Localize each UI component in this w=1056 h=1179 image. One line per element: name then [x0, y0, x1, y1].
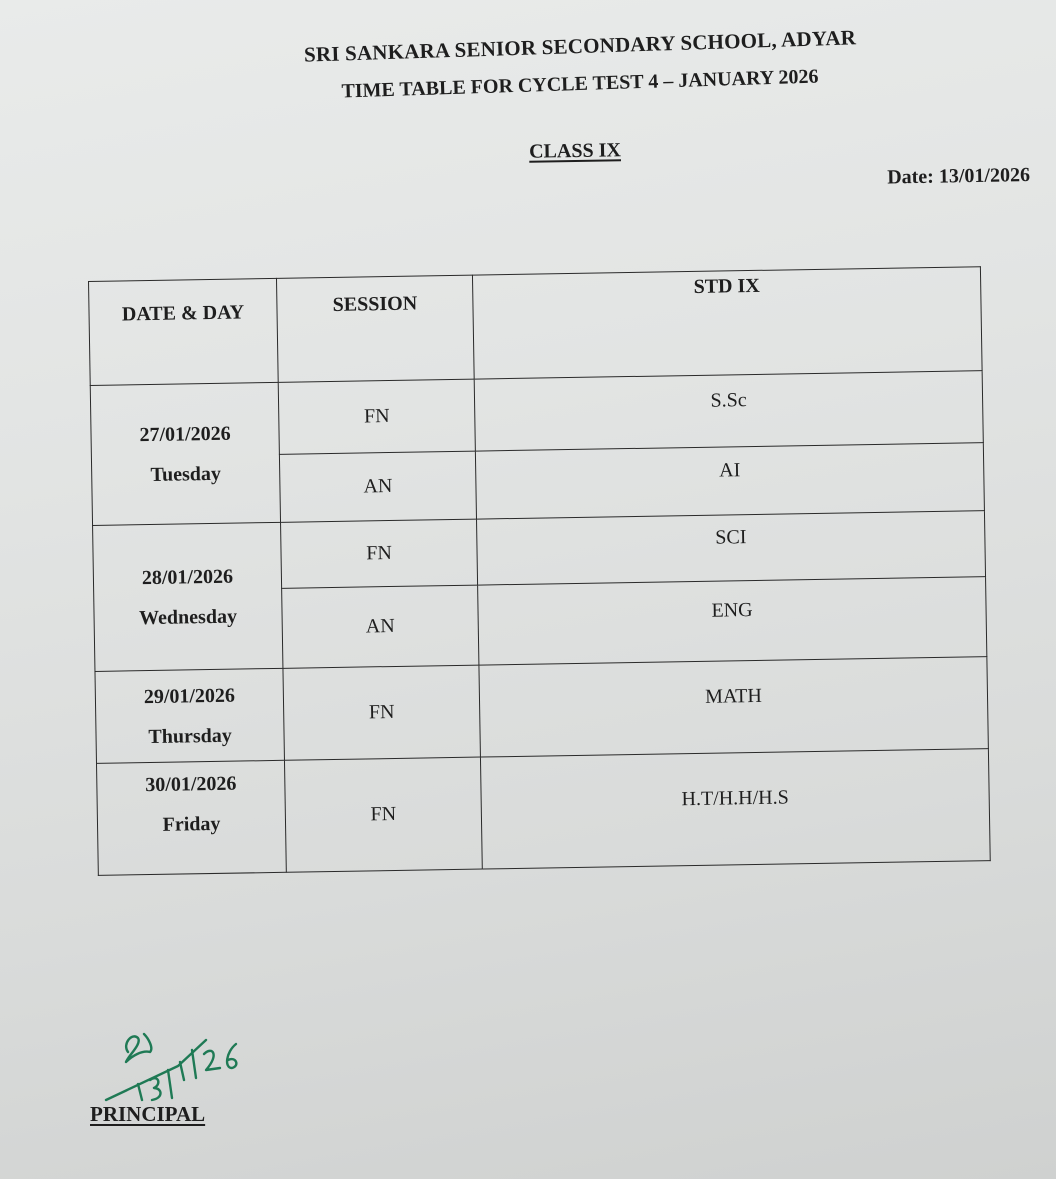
document-title: TIME TABLE FOR CYCLE TEST 4 – JANUARY 2026: [341, 65, 819, 103]
subject-value: ENG: [711, 599, 753, 622]
signature-digit: [204, 1051, 220, 1070]
signature-initials: [126, 1034, 151, 1062]
timetable: [88, 266, 990, 875]
subject-value: S.Sc: [710, 389, 747, 412]
session-value: AN: [363, 474, 393, 498]
subject-value: AI: [718, 459, 741, 482]
date-day-cell: [90, 382, 280, 525]
subject-cell: [478, 577, 987, 665]
subject-cell: [480, 749, 990, 869]
subject-cell: [474, 371, 983, 451]
exam-day: Friday: [162, 812, 221, 836]
table-row: [96, 749, 990, 876]
principal-label: PRINCIPAL: [90, 1102, 206, 1126]
header-row: [89, 267, 983, 386]
session-cell: [284, 757, 482, 872]
school-name: SRI SANKARA SENIOR SECONDARY SCHOOL, ADYAR: [303, 25, 857, 67]
exam-date: 27/01/2026: [139, 422, 231, 446]
session-value: FN: [363, 405, 390, 428]
header-date-day: DATE & DAY: [89, 278, 279, 385]
session-value: AN: [365, 614, 395, 638]
subject-cell: [477, 511, 986, 585]
signature-slash: [106, 1040, 206, 1100]
subject-value: MATH: [704, 684, 762, 708]
date-day-cell: [95, 668, 284, 763]
table-row: [95, 657, 988, 764]
exam-date: 28/01/2026: [141, 565, 234, 589]
signature-divider: [168, 1070, 172, 1098]
session-value: FN: [370, 802, 397, 826]
header-std-ix: STD IX: [472, 267, 982, 379]
subject-value: H.T/H.H/H.S: [681, 786, 789, 811]
exam-date: 30/01/2026: [145, 772, 237, 797]
date-day-cell: [93, 522, 283, 671]
session-cell: [282, 585, 479, 668]
session-cell: [283, 665, 480, 760]
signature-digit: [138, 1084, 142, 1100]
session-value: FN: [366, 542, 393, 565]
principal-signature: [98, 1022, 248, 1112]
signature-digit: [180, 1062, 184, 1080]
exam-date: 29/01/2026: [143, 684, 236, 708]
issue-date: Date: 13/01/2026: [887, 163, 1031, 189]
subject-value: SCI: [715, 526, 747, 549]
signature-digit: [227, 1044, 236, 1068]
timetable-grid: [88, 266, 991, 876]
subject-cell: [475, 443, 984, 519]
date-day-cell: [96, 760, 286, 875]
signature-digit: [150, 1078, 161, 1100]
exam-day: Tuesday: [150, 462, 222, 486]
class-label: CLASS IX: [528, 139, 622, 163]
subject-cell: [479, 657, 988, 757]
exam-day: Wednesday: [139, 605, 238, 629]
session-cell: [281, 519, 478, 588]
signature-divider: [192, 1050, 196, 1078]
session-value: FN: [368, 700, 395, 724]
session-cell: [278, 379, 475, 454]
session-cell: [279, 451, 476, 522]
header-session: SESSION: [276, 275, 474, 382]
exam-day: Thursday: [148, 724, 232, 748]
